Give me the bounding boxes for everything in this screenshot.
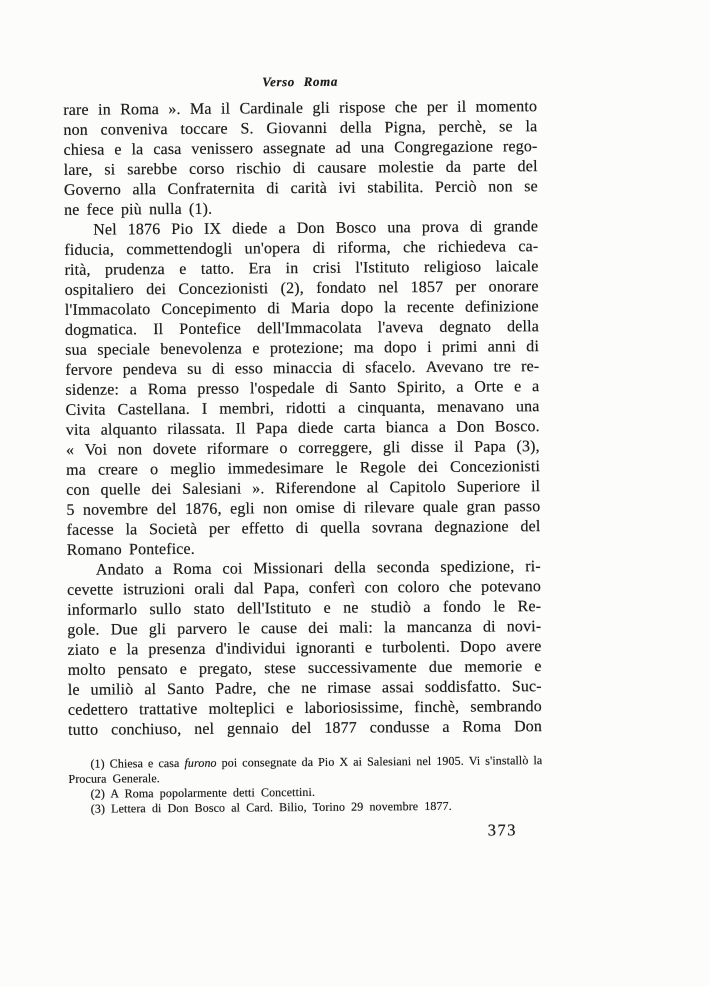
running-header: Verso Roma xyxy=(262,73,338,90)
text-line: cevette istruzioni orali dal Papa, conferì con coloro che potevano xyxy=(66,578,542,599)
page-number: 373 xyxy=(487,820,518,840)
page-body-text xyxy=(63,97,542,741)
text-line: chiesa e la casa venissero assegnate ad una Congregazione rego- xyxy=(63,138,538,159)
text-line: rità, prudenza e tatto. Era in crisi l'Istituto religioso laicale xyxy=(64,258,539,279)
paragraph xyxy=(64,217,541,561)
text-line: molto pensato e pregato, stese successivamente due memorie e xyxy=(67,658,542,679)
text-line: facesse la Società per effetto di quella sovrana degnazione del xyxy=(66,518,541,539)
text-line: con quelle dei Salesiani ». Riferendone al Capitolo Superiore il xyxy=(66,478,541,499)
text-line: lare, si sarebbe corso rischio di causare molestie da parte del xyxy=(63,158,538,179)
text-line: 5 novembre del 1876, egli non omise di rilevare quale gran passo xyxy=(66,498,541,519)
paragraph xyxy=(63,97,538,221)
text-line: l'Immacolato Concepimento di Maria dopo la recente definizione xyxy=(64,298,539,319)
footnote xyxy=(68,753,542,787)
text-line: (1) Chiesa e casa furono poi consegnate da Pio X ai Salesiani nel 1905. Vi s'installò la xyxy=(90,753,543,771)
text-line: tutto conchiuso, nel gennaio del 1877 condusse a Roma Don xyxy=(68,718,543,739)
text-line: dogmatica. Il Pontefice dell'Immacolata l'aveva degnato della xyxy=(64,318,540,339)
text-block xyxy=(63,72,543,844)
text-line: gole. Due gli parvero le cause dei mali: la mancanza di novi- xyxy=(67,618,542,639)
text-line: cedettero trattative molteplici e laboriosissime, finchè, sembrando xyxy=(67,698,542,719)
text-line: Civita Castellana. I membri, ridotti a cinquanta, menavano una xyxy=(65,398,540,419)
text-line: Nel 1876 Pio IX diede a Don Bosco una prova di grande xyxy=(93,218,539,239)
footnote xyxy=(69,798,543,817)
text-line: (3) Lettera di Don Bosco al Card. Bilio, Torino 29 novembre 1877. xyxy=(90,798,452,816)
text-line: sua speciale benevolenza e protezione; ma dopo i primi anni di xyxy=(65,338,540,359)
text-line: rare in Roma ». Ma il Cardinale gli rispose che per il momento xyxy=(63,98,538,119)
text-line: Andato a Roma coi Missionari della seconda spedizione, ri- xyxy=(95,558,541,579)
text-line: informarlo sullo stato dell'Istituto e ne studiò a fondo le Re- xyxy=(67,598,542,619)
text-line: Governo alla Confraternita di carità ivi stabilita. Perciò non se xyxy=(63,178,538,199)
paragraph xyxy=(67,557,542,741)
text-line: sidenze: a Roma presso l'ospedale di Santo Spirito, a Orte e a xyxy=(65,378,540,399)
text-line: ma creare o meglio immedesimare le Regole dei Concezionisti xyxy=(66,458,541,479)
text-line: ne fece più nulla (1). xyxy=(63,200,213,219)
text-line: Procura Generale. xyxy=(68,771,160,786)
footnotes xyxy=(68,753,542,817)
text-line: (2) A Roma popolarmente detti Concettini. xyxy=(90,784,316,801)
text-line: ospitaliero dei Concezionisti (2), fondato nel 1857 per onorare xyxy=(64,278,539,299)
text-line: ziato e la presenza d'individui ignoranti e turbolenti. Dopo avere xyxy=(67,638,542,659)
text-line: Romano Pontefice. xyxy=(66,540,195,559)
text-line: le umiliò al Santo Padre, che ne rimase assai soddisfatto. Suc- xyxy=(67,678,542,699)
text-line: fiducia, commettendogli un'opera di riforma, che richiedeva ca- xyxy=(64,238,539,259)
text-line: « Voi non dovete riformare o correggere, gli disse il Papa (3), xyxy=(65,438,540,459)
text-line: fervore pendeva su di esso minaccia di sfacelo. Avevano tre re- xyxy=(65,358,540,379)
text-line: non conveniva toccare S. Giovanni della Pigna, perchè, se la xyxy=(63,118,538,139)
text-line: vita alquanto rilassata. Il Papa diede carta bianca a Don Bosco. xyxy=(65,418,540,439)
